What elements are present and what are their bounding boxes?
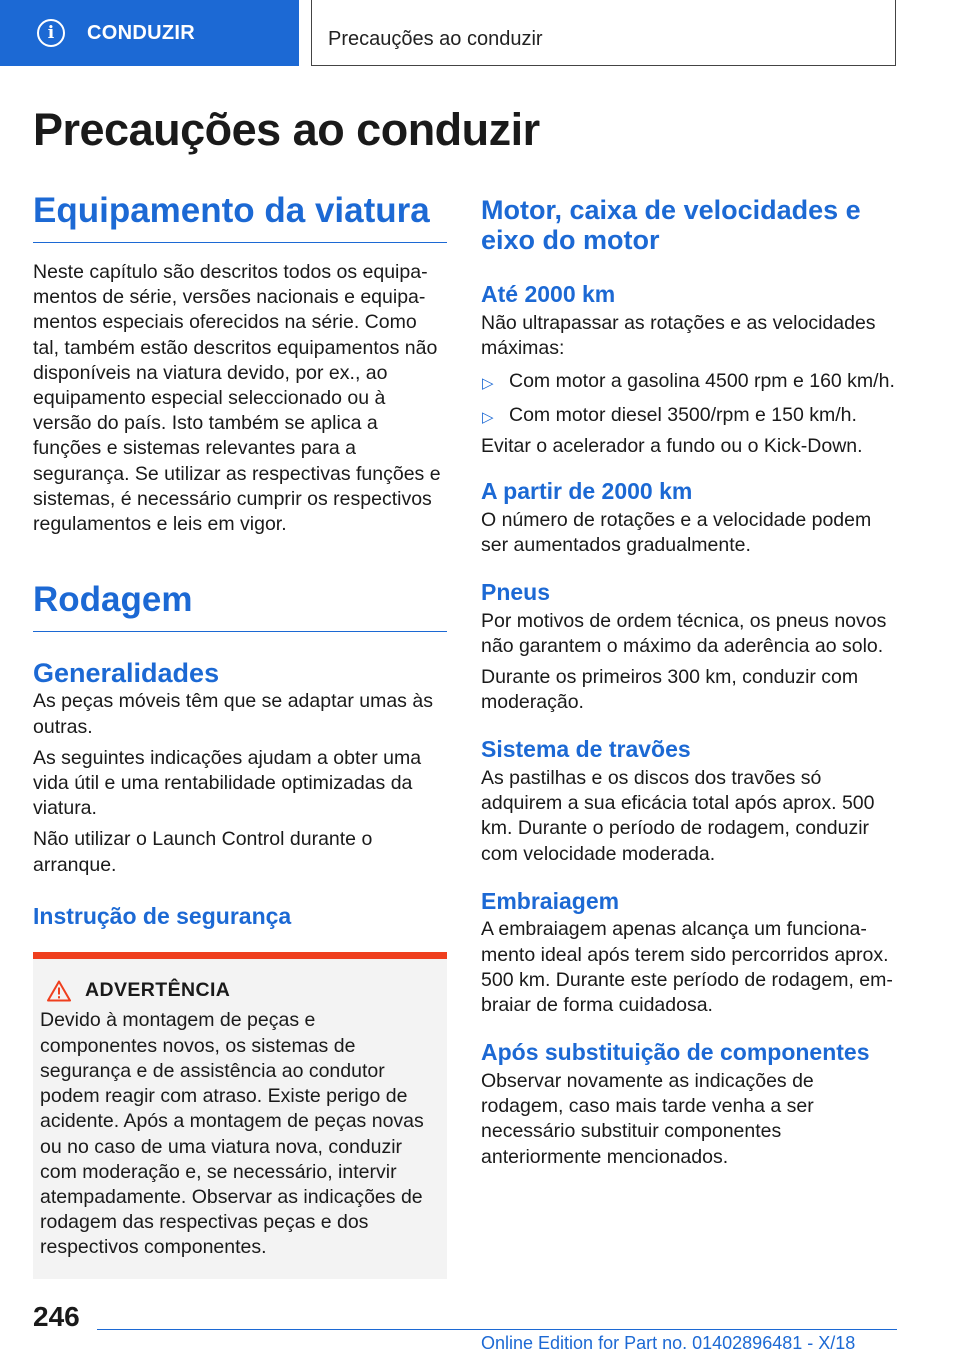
info-icon: i [37, 19, 65, 47]
paragraph-embraiagem: A embraiagem apenas alcança um funcionamento ideal após terem sido percorridos aprox. 500 km. Durante este período de rodagem, embraiar de forma cuidadosa. [481, 918, 893, 1017]
footer-divider [97, 1329, 897, 1330]
warning-triangle-icon [47, 980, 71, 1002]
list-item [481, 369, 896, 394]
section-header-title: Precauções ao conduzir [328, 28, 543, 50]
paragraph-pneus-1: Por motivos de ordem técnica, os pneus novos não garantem o máximo da aderência ao solo. [481, 609, 887, 657]
list-item-text: Com motor a gasolina 4500 rpm e 160 km/h. [509, 370, 895, 393]
list-item [481, 403, 896, 428]
heading-a-partir-2000: A partir de 2000 km [481, 478, 693, 505]
heading-generalidades: Generalidades [33, 658, 220, 689]
heading-equipamento: Equipamento da viatura [33, 190, 447, 243]
page-number: 246 [33, 1301, 80, 1332]
heading-motor: Motor, caixa de velocidades e eixo do motor [481, 195, 861, 256]
warning-title: ADVERTÊNCIA [85, 979, 231, 1002]
paragraph-equipamento: Neste capítulo são descritos todos os equipamentos de série, versões nacionais e equipamentos especiais oferecidos na série. Como tal, também estão descritos equipamentos não disponíveis na viatura devido, por ex., ao equipamento especial seleccionado ou à versão do país. Isto também se aplica a funções e sistemas relevantes para a segurança. Se utilizar as respectivas funções e sistemas, é necessário cumprir os respectivos regulamentos e leis em vigor. [33, 261, 441, 536]
heading-ate-2000: Até 2000 km [481, 281, 616, 308]
left-column [33, 190, 447, 1279]
chapter-tab-label: CONDUZIR [87, 21, 195, 44]
heading-rodagem: Rodagem [33, 579, 447, 632]
chapter-tab[interactable] [0, 0, 299, 66]
warning-box [33, 952, 447, 1278]
bullet-triangle-icon: ▷ [482, 375, 494, 393]
paragraph-a-partir-2000: O número de rotações e a velocidade podem ser aumentados gradualmente. [481, 508, 872, 556]
paragraph-generalidades-1: As peças móveis têm que se adaptar umas às outras. [33, 690, 433, 738]
page-title: Precauções ao conduzir [33, 104, 540, 155]
section-header [311, 0, 896, 66]
right-column [481, 190, 896, 1170]
warning-header [47, 979, 437, 1002]
heading-apos-substituicao: Após substituição de componentes [481, 1039, 870, 1066]
footer-edition: Online Edition for Part no. 01402896481 - X/18 [481, 1333, 856, 1353]
heading-instrucao: Instrução de segurança [33, 902, 292, 929]
paragraph-apos-substituicao: Observar novamente as indicações de rodagem, caso mais tarde venha a ser necessário substituir componentes anteriormente mencionados. [481, 1069, 814, 1168]
paragraph-travoes: As pastilhas e os discos dos travões só adquirem a sua eficácia total após aprox. 500 km. Durante o período de rodagem, conduzir com velocidade moderada. [481, 767, 875, 865]
warning-text: Devido à montagem de peças e componentes novos, os sistemas de segurança e de assistência ao condutor podem reagir com atraso. Existe perigo de acidente. Após a montagem de peças novas ou no caso de uma viatura nova, conduzir com moderação e, se necessário, intervir atempadamente. Observar as indicações de rodagem das respectivas peças e dos respectivos componentes. [40, 1009, 424, 1259]
heading-embraiagem: Embraiagem [481, 887, 620, 914]
paragraph-generalidades-2: As seguintes indicações ajudam a obter uma vida útil e uma rentabilidade optimizadas da viatura. [33, 746, 422, 820]
paragraph-evitar: Evitar o acelerador a fundo ou o Kick-Down. [481, 434, 863, 457]
list-item-text: Com motor diesel 3500/rpm e 150 km/h. [509, 403, 857, 426]
heading-travoes: Sistema de travões [481, 736, 691, 763]
heading-pneus: Pneus [481, 579, 551, 606]
paragraph-generalidades-3: Não utilizar o Launch Control durante o arranque. [33, 828, 373, 876]
bullet-triangle-icon: ▷ [482, 408, 494, 426]
paragraph-pneus-2: Durante os primeiros 300 km, conduzir com moderação. [481, 666, 859, 714]
paragraph-ate-2000: Não ultrapassar as rotações e as velocidades máximas: [481, 312, 876, 360]
